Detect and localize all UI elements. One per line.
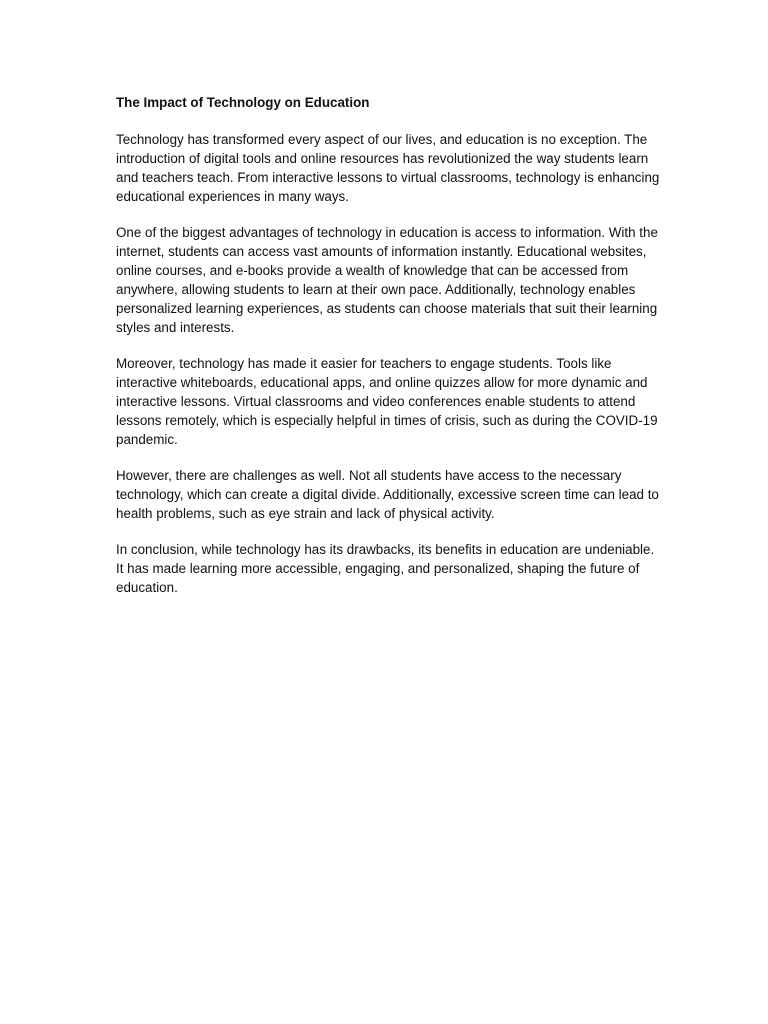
paragraph-challenges: However, there are challenges as well. Not all students have access to the necessary technology, which can create a digital divide. Additionally, excessive screen time can lead to health problems, such as eye strain and lack of physical activity. bbox=[116, 468, 659, 521]
paragraph-conclusion: In conclusion, while technology has its drawbacks, its benefits in education are undeniable. It has made learning more accessible, engaging, and personalized, shaping the future of education. bbox=[116, 542, 655, 595]
document-title: The Impact of Technology on Education bbox=[116, 95, 370, 110]
paragraph-access-to-information: One of the biggest advantages of technology in education is access to information. With the internet, students can access vast amounts of information instantly. Educational websites, online courses, and e-books provide a wealth of knowledge that can be accessed from anywhere, allowing students to learn at their own pace. Additionally, technology enables personalized learning experiences, as students can choose materials that suit their learning styles and interests. bbox=[116, 225, 658, 335]
document-body bbox=[116, 93, 661, 614]
paragraph-introduction: Technology has transformed every aspect of our lives, and education is no exception. The introduction of digital tools and online resources has revolutionized the way students learn and teachers teach. From interactive lessons to virtual classrooms, technology is enhancing educational experiences in many ways. bbox=[116, 132, 660, 204]
paragraph-teacher-engagement: Moreover, technology has made it easier for teachers to engage students. Tools like interactive whiteboards, educational apps, and online quizzes allow for more dynamic and interactive lessons. Virtual classrooms and video conferences enable students to attend lessons remotely, which is especially helpful in times of crisis, such as during the COVID-19 pandemic. bbox=[116, 356, 658, 447]
